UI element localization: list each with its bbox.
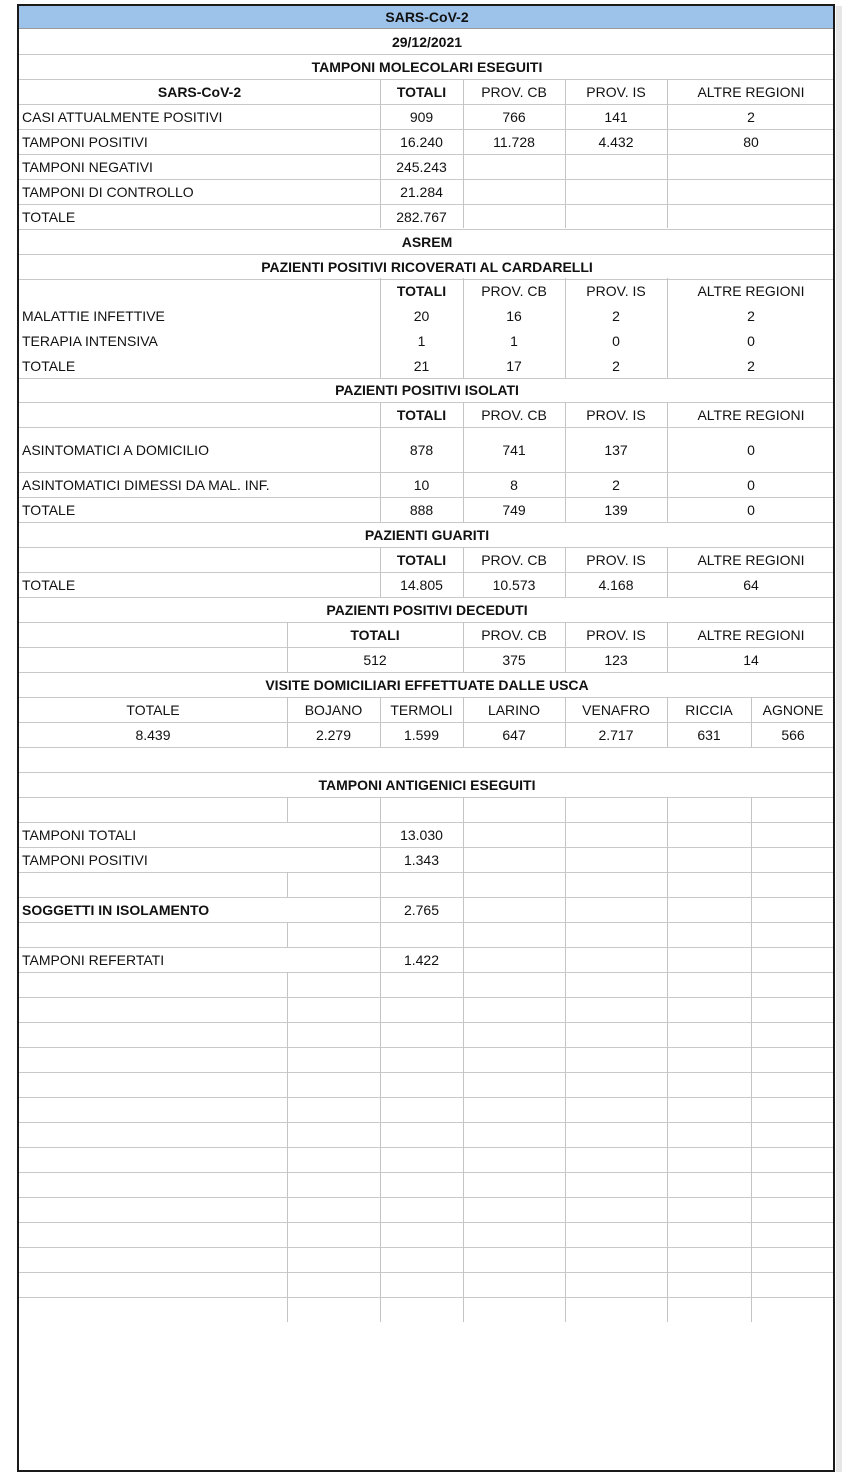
column-header: PROV. IS (586, 406, 646, 423)
table-cell: 123 (604, 651, 628, 668)
row-label: TOTALE (22, 501, 76, 518)
table-cell (565, 204, 667, 229)
table-cell: 2 (612, 476, 620, 493)
row-label: TERAPIA INTENSIVA (22, 332, 158, 349)
sheet-edge (836, 6, 842, 1472)
table-cell: 0 (747, 476, 755, 493)
row-label: TAMPONI POSITIVI (22, 133, 148, 150)
column-header: TOTALI (396, 83, 447, 100)
table-cell: 10 (413, 476, 430, 493)
column-header: PROV. CB (481, 282, 547, 299)
table-cell: 21 (413, 357, 430, 374)
table-cell (667, 179, 835, 204)
row-label: TAMPONI REFERTATI (22, 951, 165, 968)
column-header: PROV. IS (586, 83, 646, 100)
table-cell: 375 (502, 651, 526, 668)
table-cell: 512 (363, 651, 387, 668)
column-header: PROV. CB (481, 83, 547, 100)
table-cell: 749 (502, 501, 526, 518)
row-label: TAMPONI TOTALI (22, 826, 137, 843)
column-header: BOJANO (304, 701, 363, 718)
row-label: MALATTIE INFETTIVE (22, 307, 165, 324)
table-cell: 2 (612, 357, 620, 374)
table-cell (565, 179, 667, 204)
column-header: RICCIA (685, 701, 733, 718)
column-header: PROV. IS (586, 282, 646, 299)
table-cell: 17 (506, 357, 522, 374)
table-cell: 20 (413, 307, 430, 324)
table-cell (565, 154, 667, 179)
table-cell: 888 (409, 501, 434, 518)
section-title: VISITE DOMICILIARI EFFETTUATE DALLE USCA (265, 676, 589, 693)
row-label: ASINTOMATICI A DOMICILIO (22, 441, 209, 458)
table-cell: 1.343 (403, 851, 440, 868)
table-cell: 8 (510, 476, 518, 493)
table-cell: 631 (697, 726, 721, 743)
column-header: ALTRE REGIONI (697, 83, 805, 100)
table-cell: 137 (604, 441, 628, 458)
table-cell: 0 (747, 501, 755, 518)
table-cell: 0 (612, 332, 620, 349)
table-cell: 766 (502, 108, 526, 125)
section-title: ASREM (401, 233, 453, 250)
table-cell: 13.030 (400, 826, 443, 843)
section-title: PAZIENTI POSITIVI ISOLATI (335, 382, 519, 398)
column-header: ALTRE REGIONI (697, 551, 805, 568)
table-cell: 2.717 (598, 726, 634, 743)
table-cell: 647 (502, 726, 526, 743)
row-label: TOTALE (22, 357, 76, 374)
table-cell: 1 (510, 332, 518, 349)
column-header: PROV. CB (481, 626, 547, 643)
table-cell: 80 (743, 133, 759, 150)
row-label: TAMPONI DI CONTROLLO (22, 183, 194, 200)
column-header: PROV. CB (481, 551, 547, 568)
column-header: TOTALI (350, 626, 400, 643)
row-label: TOTALE (22, 576, 76, 593)
column-header (19, 402, 380, 427)
table-cell: 245.243 (396, 158, 447, 175)
column-header: ALTRE REGIONI (697, 406, 805, 423)
table-cell (667, 204, 835, 229)
table-cell: 0 (747, 332, 755, 349)
table-cell: 282.767 (396, 208, 447, 225)
section-title: TAMPONI ANTIGENICI ESEGUITI (318, 776, 536, 793)
table-cell: 566 (781, 726, 805, 743)
table-cell: 8.439 (135, 726, 171, 743)
section-title: TAMPONI MOLECOLARI ESEGUITI (311, 58, 543, 75)
table-cell: 0 (747, 441, 755, 458)
row-label: ASINTOMATICI DIMESSI DA MAL. INF. (22, 476, 270, 493)
section-title: PAZIENTI POSITIVI DECEDUTI (326, 601, 528, 618)
row-label: TAMPONI POSITIVI (22, 851, 148, 868)
column-header: VENAFRO (582, 701, 650, 718)
table-cell (463, 154, 565, 179)
column-header: TERMOLI (390, 701, 453, 718)
table-cell: 2 (747, 357, 755, 374)
table-cell (463, 204, 565, 229)
table-cell: 16 (506, 307, 522, 324)
column-header: AGNONE (762, 701, 824, 718)
table-cell (667, 154, 835, 179)
row-label: CASI ATTUALMENTE POSITIVI (22, 108, 223, 125)
table-cell: 1 (417, 332, 426, 349)
column-header: PROV. IS (586, 626, 646, 643)
table-cell: 2 (612, 307, 620, 324)
table-cell: 16.240 (400, 133, 443, 150)
table-cell: 1.599 (403, 726, 440, 743)
column-header (19, 547, 380, 572)
column-header: TOTALE (126, 701, 180, 718)
column-header: ALTRE REGIONI (697, 282, 805, 299)
column-header (19, 278, 380, 303)
row-label: TOTALE (22, 208, 76, 225)
table-cell (463, 179, 565, 204)
table-cell: 14 (743, 651, 759, 668)
table-cell: 2 (747, 307, 755, 324)
table-cell: 11.728 (493, 133, 535, 150)
column-header: ALTRE REGIONI (697, 626, 805, 643)
column-header: SARS-CoV-2 (157, 83, 242, 100)
row-label: TAMPONI NEGATIVI (22, 158, 153, 175)
column-header: LARINO (487, 701, 541, 718)
table-cell: 141 (604, 108, 628, 125)
section-title: PAZIENTI POSITIVI RICOVERATI AL CARDARELLI (261, 258, 593, 275)
column-header: TOTALI (396, 406, 447, 423)
table-cell: 21.284 (400, 183, 443, 200)
table-cell: 878 (409, 441, 434, 458)
column-header: PROV. CB (481, 406, 547, 423)
table-cell: 10.573 (492, 576, 536, 593)
table-cell: 741 (502, 441, 526, 458)
column-header: TOTALI (396, 282, 447, 299)
table-cell: 139 (604, 501, 628, 518)
table-cell: 1.422 (403, 951, 440, 968)
table-cell: 2.765 (403, 901, 440, 918)
table-cell: 4.432 (598, 133, 634, 150)
row-label: SOGGETTI IN ISOLAMENTO (22, 901, 210, 918)
table-cell: 2 (747, 108, 755, 125)
report-date: 29/12/2021 (391, 33, 463, 50)
table-cell: 909 (409, 108, 434, 125)
table-cell: 64 (743, 576, 759, 593)
table-cell: 4.168 (598, 576, 634, 593)
column-header: PROV. IS (586, 551, 646, 568)
section-title: PAZIENTI GUARITI (364, 526, 490, 543)
sheet-title: SARS-CoV-2 (385, 9, 469, 25)
column-header: TOTALI (396, 551, 447, 568)
table-cell: 14.805 (400, 576, 443, 593)
table-cell: 2.279 (315, 726, 352, 743)
